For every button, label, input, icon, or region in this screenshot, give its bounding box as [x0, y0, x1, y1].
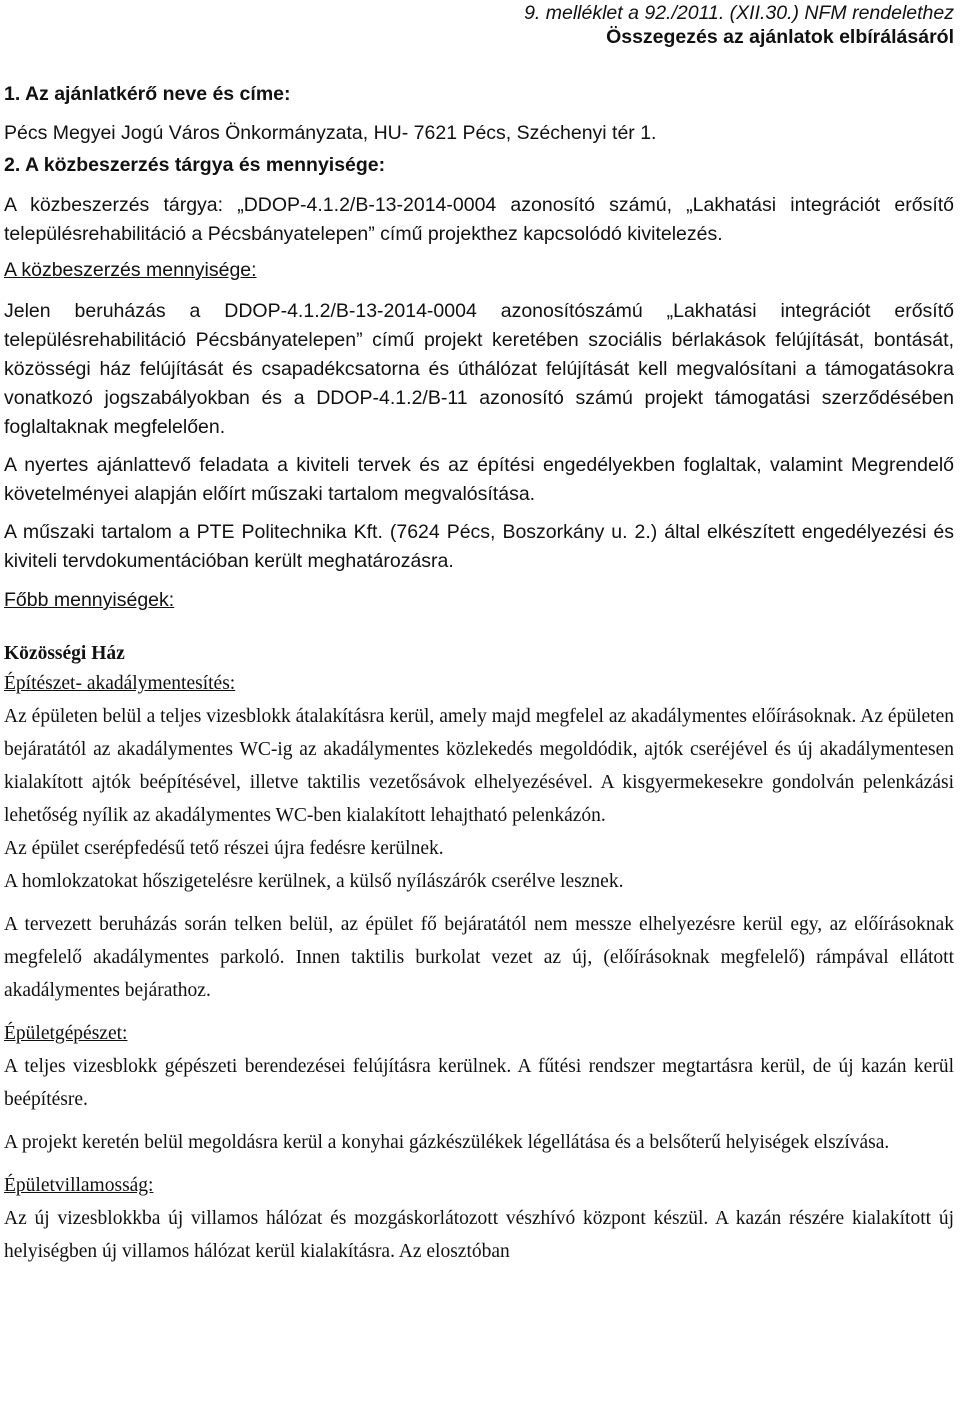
gas-ventilation-text: A projekt keretén belül megoldásra kerül a konyhai gázkészülékek légellátása és a belsőterű helyiségek elszívása.: [4, 1132, 890, 1153]
architecture-text: Az épületen belül a teljes vizesblokk átalakításra kerül, amely majd megfelel az akadálymentes előírásoknak. Az épületen bejáratától az akadálymentes WC-ig az akadálymentes közlekedés megoldódik, ajtók cseréjével és új akadálymentesen kialakított ajtók beépítésével, illetve taktilis vezetősávok elhelyezésével. A kisgyermekesekre gondolván pelenkázási lehetőség nyílik az akadálymentes WC-ben kialakított lehajtható pelenkázón.: [4, 706, 954, 826]
main-quantities-label: Főbb mennyiségek:: [4, 589, 175, 611]
facade-text: A homlokzatokat hőszigetelésre kerülnek, a külső nyílászárók cserélve lesznek.: [4, 871, 624, 892]
annex-reference: 9. melléklet a 92./2011. (XII.30.) NFM rendelethez: [524, 2, 954, 24]
community-house-title: Közösségi Ház: [4, 643, 125, 664]
section-2-title: 2. A közbeszerzés tárgya és mennyisége:: [4, 154, 386, 176]
section-1-title: 1. Az ajánlatkérő neve és címe:: [4, 83, 291, 105]
procurement-quantity-label: A közbeszerzés mennyisége:: [4, 259, 257, 281]
document-header: [4, 0, 954, 49]
technical-content-text: A műszaki tartalom a PTE Politechnika Kft. (7624 Pécs, Boszorkány u. 2.) által elkészített engedélyezési és kiviteli tervdokumentációban került meghatározásra.: [4, 521, 954, 572]
roof-text: Az épület cserépfedésű tető részei újra fedésre kerülnek.: [4, 838, 444, 859]
winner-task-text: A nyertes ajánlattevő feladata a kiviteli tervek és az építési engedélyekben foglaltak, valamint Megrendelő követelményei alapján előírt műszaki tartalom megvalósítása.: [4, 454, 954, 505]
mechanical-text: A teljes vizesblokk gépészeti berendezései felújításra kerülnek. A fűtési rendszer megtartásra kerül, de új kazán kerül beépítésre.: [4, 1056, 954, 1110]
contracting-authority-text: Pécs Megyei Jogú Város Önkormányzata, HU- 7621 Pécs, Széchenyi tér 1.: [4, 122, 657, 144]
procurement-quantity-text: Jelen beruházás a DDOP-4.1.2/B-13-2014-0004 azonosítószámú „Lakhatási integrációt erősítő településrehabilitáció Pécsbányatelepen” című projekt keretében szociális bérlakások felújítását, bontását, közösségi ház felújítását és csapadékcsatorna és úthálózat felújítását kell megvalósítani a támogatásokra vonatkozó jogszabályokban és a DDOP-4.1.2/B-11 azonosító számú projekt támogatási szerződésében foglaltaknak megfelelően.: [4, 300, 954, 438]
electrical-text: Az új vizesblokkba új villamos hálózat és mozgáskorlátozott vészhívó központ készül. A kazán részére kialakított új helyiségben új villamos hálózat kerül kialakításra. Az elosztóban: [4, 1208, 954, 1262]
procurement-subject-text: A közbeszerzés tárgya: „DDOP-4.1.2/B-13-2014-0004 azonosító számú, „Lakhatási integrációt erősítő településrehabilitáció a Pécsbányatelepen” című projekthez kapcsolódó kivitelezés.: [4, 194, 954, 245]
electrical-label: Épületvillamosság:: [4, 1175, 154, 1196]
mechanical-label: Épületgépészet:: [4, 1023, 128, 1044]
parking-text: A tervezett beruházás során telken belül, az épület fő bejáratától nem messze elhelyezésre kerül egy, az előírásoknak megfelelő akadálymentes parkoló. Innen taktilis burkolat vezet az új, (előírásoknak megfelelő) rámpával ellátott akadálymentes bejárathoz.: [4, 914, 954, 1001]
document-title: Összegezés az ajánlatok elbírálásáról: [606, 26, 954, 48]
architecture-label: Építészet- akadálymentesítés:: [4, 673, 236, 694]
